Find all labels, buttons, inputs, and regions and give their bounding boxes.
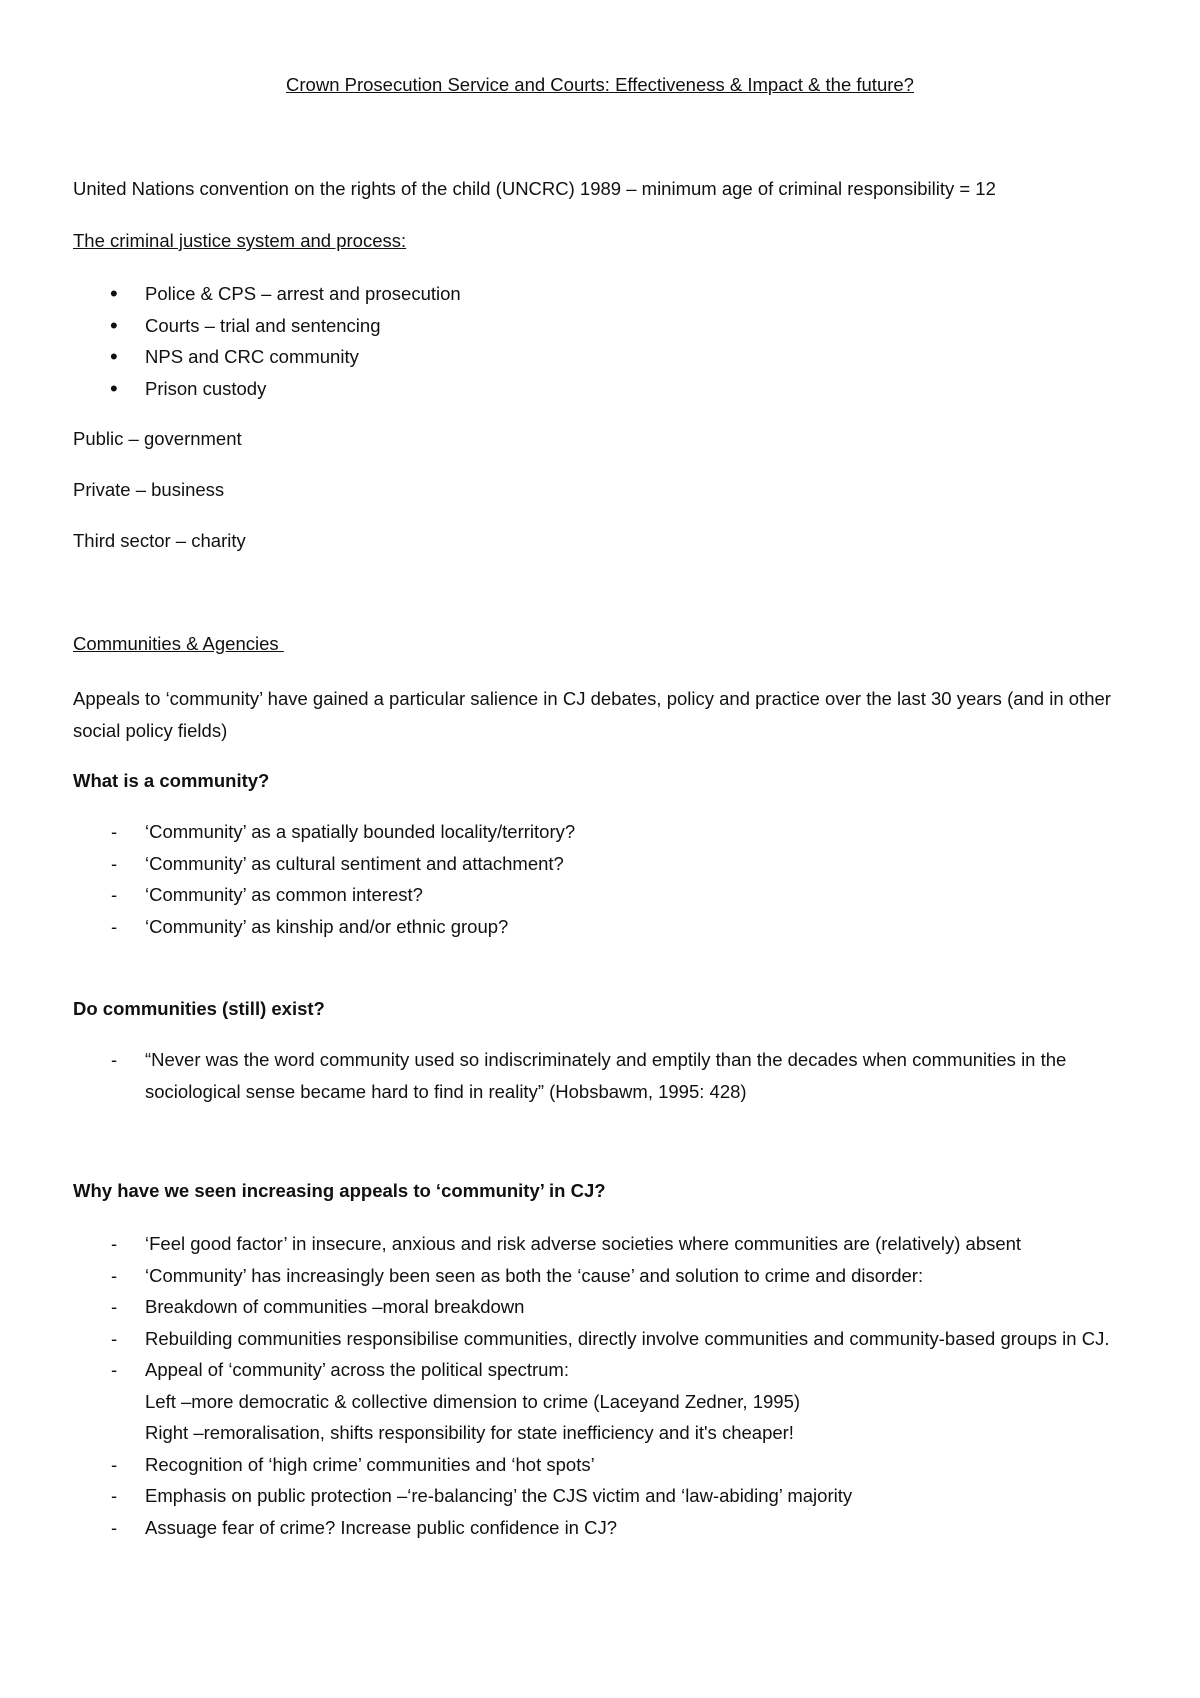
spectrum-label: - Appeal of ‘community’ across the political spectrum: bbox=[145, 1359, 569, 1380]
list-item: - Rebuilding communities responsibilise communities, directly involve communities and community-based groups in CJ. bbox=[73, 1323, 1133, 1355]
list-item: - Assuage fear of crime? Increase public confidence in CJ? bbox=[73, 1512, 1133, 1544]
spectrum-right: Right –remoralisation, shifts responsibility for state inefficiency and it's cheaper! bbox=[145, 1422, 794, 1443]
list-item: - ‘Feel good factor’ in insecure, anxious and risk adverse societies where communities are (relatively) absent bbox=[73, 1228, 1133, 1260]
list-item: - Recognition of ‘high crime’ communities and ‘hot spots’ bbox=[73, 1449, 1133, 1481]
what-list bbox=[73, 816, 1133, 942]
sector-private: Private – business bbox=[73, 479, 225, 500]
cjs-heading: The criminal justice system and process: bbox=[73, 230, 407, 251]
spectrum-left: Left –more democratic & collective dimension to crime (Laceyand Zedner, 1995) bbox=[145, 1390, 801, 1412]
list-item: - ‘Community’ as common interest? bbox=[73, 879, 1133, 911]
list-item: - ‘Community’ has increasingly been seen as both the ‘cause’ and solution to crime and disorder: bbox=[73, 1260, 1133, 1292]
list-item: - ‘Community’ as kinship and/or ethnic group? bbox=[73, 911, 1133, 943]
cjs-list bbox=[73, 278, 1133, 404]
why-heading: Why have we seen increasing appeals to ‘community’ in CJ? bbox=[73, 1180, 606, 1201]
list-item: - ‘Community’ as a spatially bounded locality/territory? bbox=[73, 816, 1133, 848]
list-item: • Prison custody bbox=[73, 373, 1133, 405]
list-item: • Courts – trial and sentencing bbox=[73, 310, 1133, 342]
list-item: • NPS and CRC community bbox=[73, 341, 1133, 373]
list-item: • Police & CPS – arrest and prosecution bbox=[73, 278, 1133, 310]
sector-public: Public – government bbox=[73, 428, 242, 449]
list-item: - Breakdown of communities –moral breakdown bbox=[73, 1291, 1133, 1323]
communities-heading: Communities & Agencies bbox=[73, 633, 284, 654]
list-item: - Emphasis on public protection –‘re-balancing’ the CJS victim and ‘law-abiding’ majority bbox=[73, 1480, 1133, 1512]
why-list bbox=[73, 1228, 1133, 1543]
exist-heading: Do communities (still) exist? bbox=[73, 998, 325, 1019]
exist-list bbox=[73, 1044, 1133, 1107]
document-title: Crown Prosecution Service and Courts: Effectiveness & Impact & the future? bbox=[286, 74, 914, 95]
list-item-spectrum bbox=[73, 1354, 1133, 1449]
list-item: - ‘Community’ as cultural sentiment and attachment? bbox=[73, 848, 1133, 880]
appeals-paragraph: Appeals to ‘community’ have gained a particular salience in CJ debates, policy and practice over the last 30 years (and in other social policy fields) bbox=[73, 688, 1111, 741]
list-item: - “Never was the word community used so indiscriminately and emptily than the decades when communities in the sociological sense became hard to find in reality” (Hobsbawm, 1995: 428) bbox=[73, 1044, 1133, 1107]
what-heading: What is a community? bbox=[73, 770, 270, 791]
uncrc-line: United Nations convention on the rights of the child (UNCRC) 1989 – minimum age of criminal responsibility = 12 bbox=[73, 178, 996, 199]
sector-third: Third sector – charity bbox=[73, 530, 246, 551]
